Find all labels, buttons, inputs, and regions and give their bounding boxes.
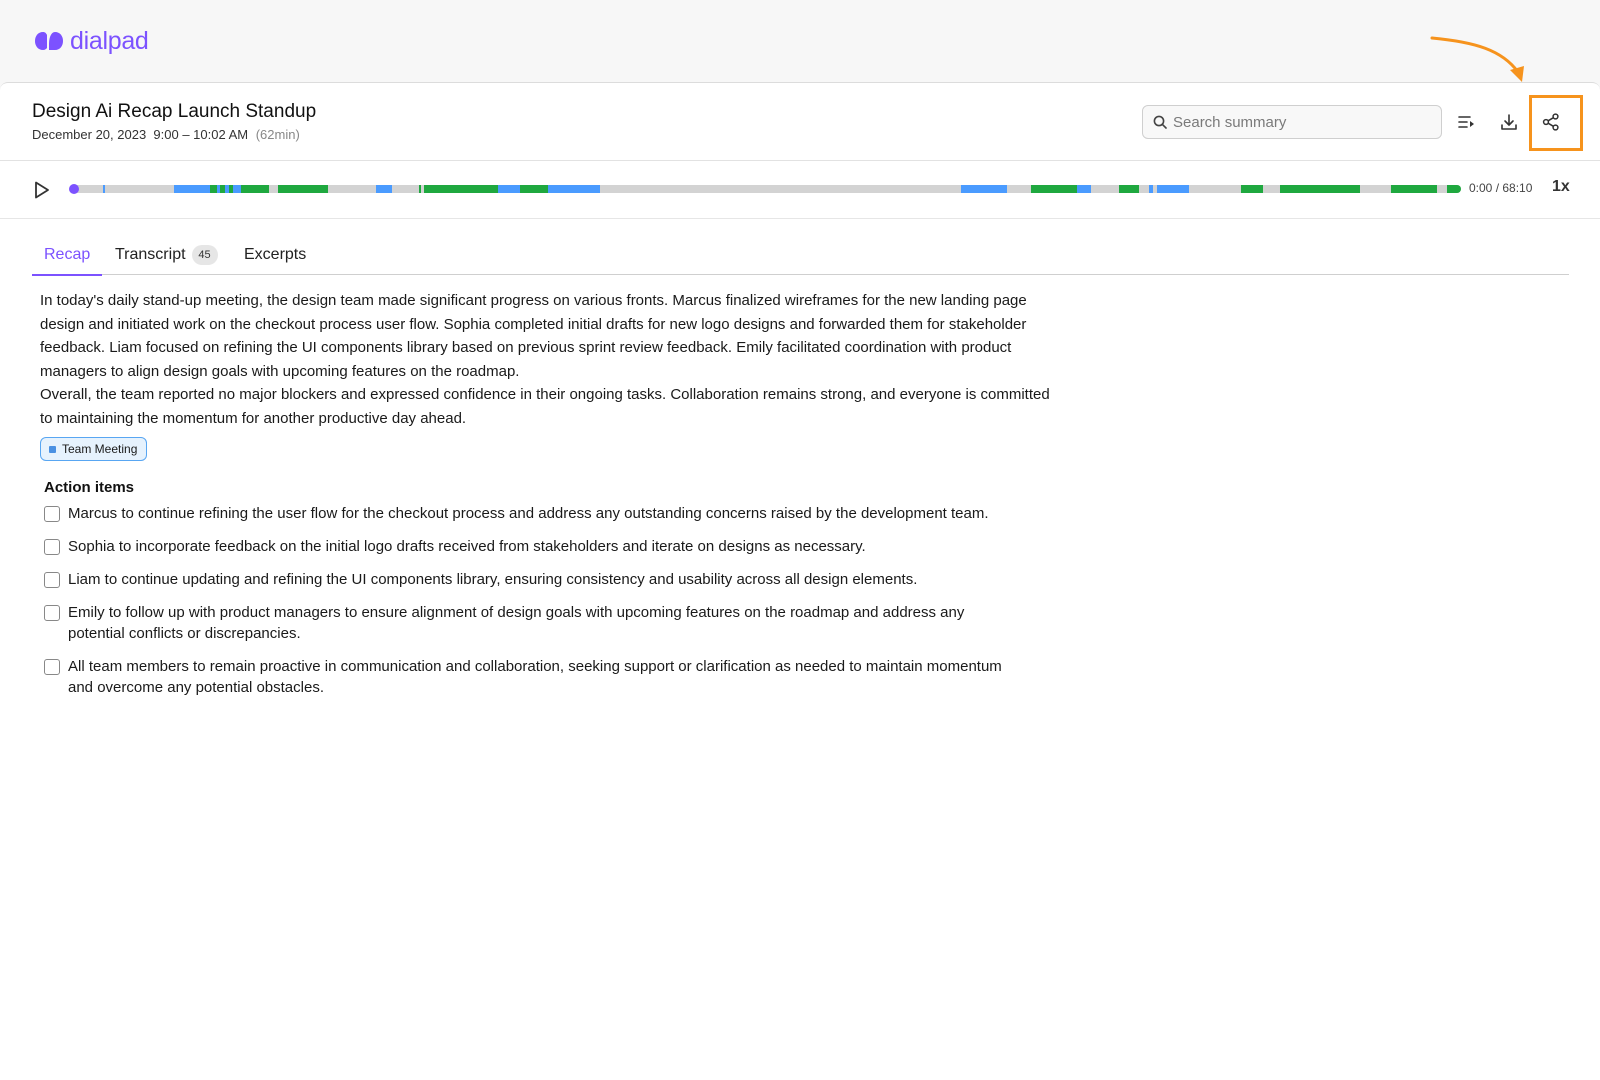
timeline-segment [548,185,600,193]
timeline-segment [498,185,520,193]
timeline-segment [520,185,548,193]
action-item-text: Emily to follow up with product managers to ensure alignment of design goals with upcoming features on the roadmap and address any potential conflicts or discrepancies. [68,604,965,642]
meeting-duration: (62min) [255,127,300,142]
search-input[interactable] [1173,114,1423,131]
recap-card [0,82,1600,1080]
download-button[interactable] [1492,105,1526,139]
timeline-segment [1157,185,1189,193]
action-item-text: All team members to remain proactive in communication and collaboration, seeking support or clarification as needed to maintain momentum and overcome any potential obstacles. [68,658,1002,696]
action-item [44,503,1074,524]
logo-text: dialpad [70,26,149,55]
action-item-text: Liam to continue updating and refining the UI components library, ensuring consistency and usability across all design elements. [68,571,918,588]
tab-excerpts[interactable] [232,235,318,275]
action-item-checkbox[interactable] [44,506,60,522]
audio-player [0,161,1600,219]
playback-speed-button[interactable]: 1x [1552,178,1570,195]
transcript-count-badge: 45 [192,245,218,265]
timeline-segment [1119,185,1139,193]
play-icon [34,181,50,199]
meeting-datetime [32,127,300,142]
add-to-list-icon [1458,114,1476,130]
action-item [44,656,1004,698]
action-item [44,602,1019,644]
action-item [44,569,1074,590]
timeline-segment [424,185,498,193]
action-item-checkbox[interactable] [44,572,60,588]
meeting-header [0,83,1600,161]
recap-summary [40,289,1060,431]
timeline-segment [233,185,241,193]
search-field[interactable] [1142,105,1442,139]
annotation-arrow [1430,30,1560,90]
timeline-segment [174,185,210,193]
timeline-segment [278,185,328,193]
timeline-segment [1149,185,1153,193]
action-item-checkbox[interactable] [44,605,60,621]
tab-transcript[interactable] [103,235,230,275]
tag-label: Team Meeting [62,442,138,456]
action-items-list [44,503,1074,710]
meeting-type-tag[interactable] [40,437,147,461]
timeline-segment [419,185,421,193]
timeline-segment [1241,185,1263,193]
playhead[interactable] [69,184,79,194]
action-items-heading: Action items [44,479,135,496]
timeline-segment [1280,185,1360,193]
timeline-segment [1391,185,1437,193]
action-item-text: Marcus to continue refining the user flow for the checkout process and address any outstanding concerns raised by the development team. [68,505,989,522]
download-icon [1500,113,1518,131]
add-to-list-button[interactable] [1450,105,1484,139]
dialpad-logo-icon [34,30,64,52]
timeline-segment [1447,185,1461,193]
tab-bar [32,235,1569,275]
action-item-text: Sophia to incorporate feedback on the initial logo drafts received from stakeholders and iterate on designs as necessary. [68,538,866,555]
timeline-segment [376,185,392,193]
timeline-segment [103,185,105,193]
action-item [44,536,1074,557]
timeline-segment [210,185,217,193]
recap-paragraph: In today's daily stand-up meeting, the design team made significant progress on various fronts. Marcus finalized wireframes for the new landing page design and initiated work on the checkout process user flow. Sophia completed initial drafts for new logo designs and forwarded them for stakeholder feedback. Liam focused on refining the UI components library based on previous sprint review feedback. Emily facilitated coordination with product managers to align design goals with upcoming features on the roadmap. [40,292,1027,380]
dialpad-logo[interactable] [34,26,149,56]
play-button[interactable] [30,177,54,203]
recap-paragraph: Overall, the team reported no major blockers and expressed confidence in their ongoing tasks. Collaboration remains strong, and everyone is committed to maintaining the momentum for another productive day ahead. [40,386,1050,427]
tab-label: Transcript [115,246,186,263]
search-icon [1153,115,1167,129]
speaker-timeline[interactable] [71,185,1461,193]
timeline-segment [241,185,269,193]
time-readout: 0:00 / 68:10 [1469,181,1533,195]
timeline-segment [961,185,1007,193]
tab-recap[interactable] [32,235,102,276]
timeline-segment [1031,185,1077,193]
share-highlight-box [1529,95,1583,151]
top-bar [0,0,1600,82]
tab-label: Excerpts [244,246,307,263]
action-item-checkbox[interactable] [44,659,60,675]
meeting-date-time: December 20, 2023 9:00 – 10:02 AM [32,127,249,142]
timeline-segment [1077,185,1091,193]
meeting-title: Design Ai Recap Launch Standup [32,101,317,122]
tag-color-dot [49,446,56,453]
tab-label: Recap [44,245,91,263]
action-item-checkbox[interactable] [44,539,60,555]
